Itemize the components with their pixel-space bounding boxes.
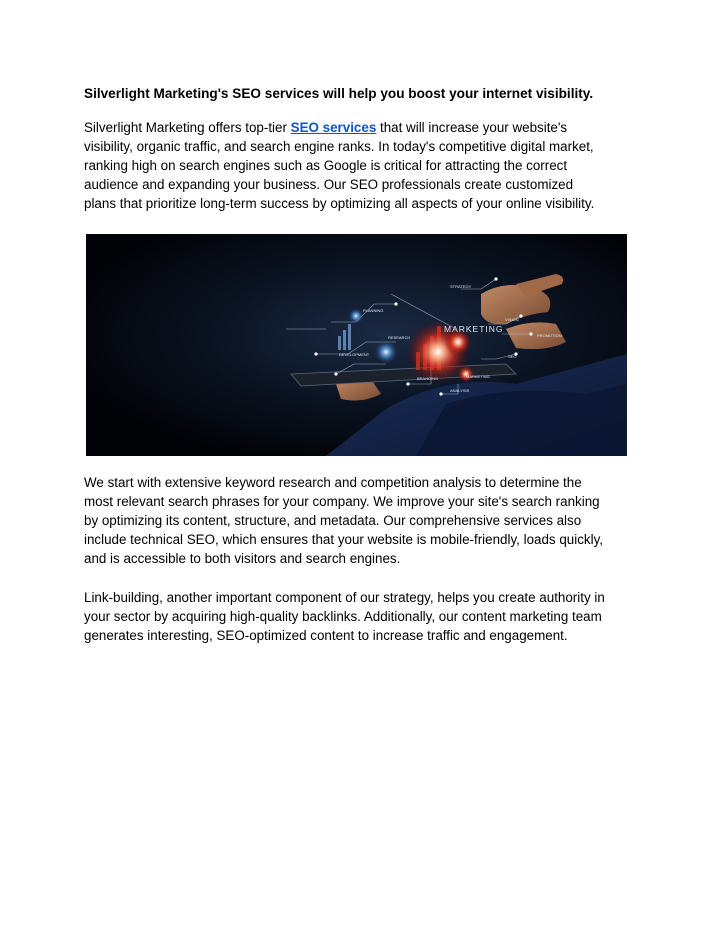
intro-paragraph (84, 118, 594, 213)
paragraph-line: We start with extensive keyword research and competition analysis to determine the (84, 475, 582, 490)
research-paragraph (84, 473, 603, 568)
label-strategy: STRATEGY (450, 284, 472, 289)
paragraph-line: include technical SEO, which ensures that your website is mobile-friendly, loads quickly, (84, 532, 604, 547)
paragraph-line: Link-building, another important component of our strategy, helps you create authority in (84, 590, 605, 605)
label-planning: PLANNING (363, 308, 384, 313)
label-vision: VISION (505, 317, 519, 322)
paragraph-line: most relevant search phrases for your company. We improve your site's search ranking (84, 494, 600, 509)
page-heading: Silverlight Marketing's SEO services will help you boost your internet visibility. (84, 86, 594, 101)
label-analysis: ANALYSIS (450, 388, 470, 393)
seo-services-link[interactable]: SEO services (290, 120, 377, 135)
intro-line: visibility, organic traffic, and search engine ranks. In today's competitive digital market, (84, 139, 594, 154)
intro-line: plans that prioritize long-term success by optimizing all aspects of your online visibility. (84, 196, 595, 211)
hero-image (86, 234, 627, 456)
paragraph-line: generates interesting, SEO-optimized content to increase traffic and engagement. (84, 628, 568, 643)
intro-text-before-link: Silverlight Marketing offers top-tier (84, 120, 291, 135)
paragraph-line: by optimizing its content, structure, and metadata. Our comprehensive services also (84, 513, 582, 528)
link-building-paragraph (84, 588, 605, 645)
label-branding: BRANDING (417, 376, 439, 381)
intro-line: ranking high on search engines such as Google is critical for attracting the correct (84, 158, 568, 173)
label-marketing-small: MARKETING (466, 374, 490, 379)
label-promotion: PROMOTION (537, 333, 562, 338)
paragraph-line: and is accessible to both visitors and search engines. (84, 551, 401, 566)
marketing-illustration (86, 234, 627, 456)
intro-line: audience and expanding your business. Our SEO professionals create customized (84, 177, 574, 192)
paragraph-line: your sector by acquiring high-quality backlinks. Additionally, our content marketing team (84, 609, 602, 624)
label-development: DEVELOPMENT (339, 352, 370, 357)
intro-first-line (84, 118, 594, 137)
label-marketing-center: MARKETING (444, 324, 504, 334)
intro-text-after-link: that will increase your website's (376, 120, 568, 135)
label-research: RESEARCH (388, 335, 411, 340)
label-seo: SEO (508, 354, 517, 359)
